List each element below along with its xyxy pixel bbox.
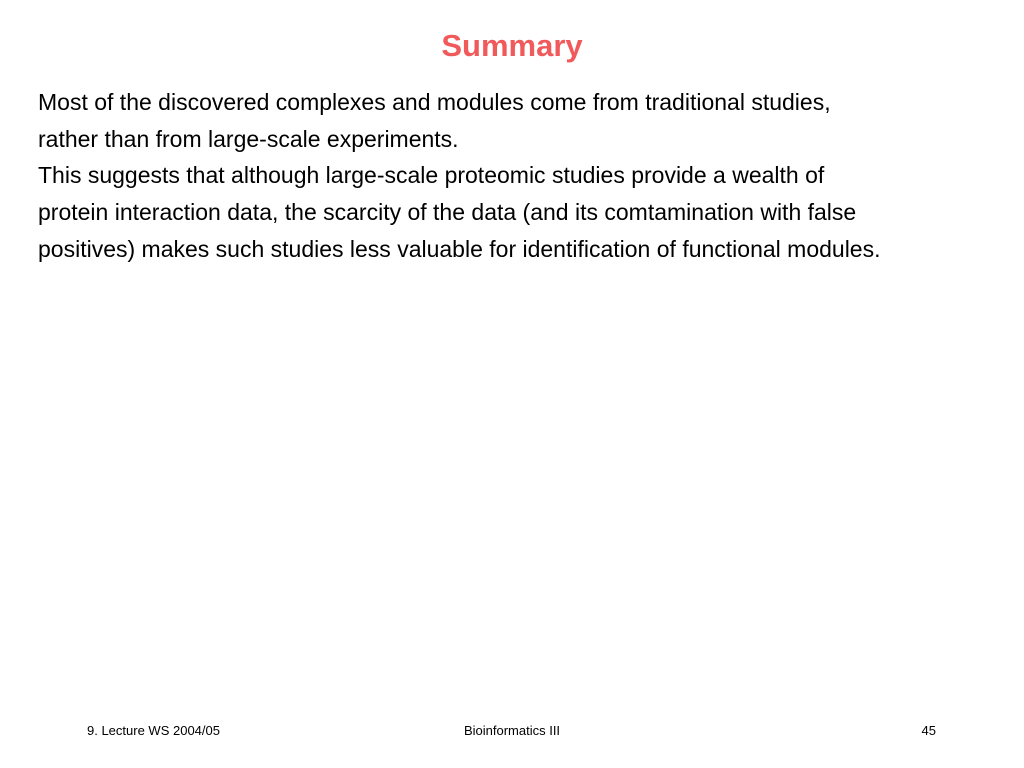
body-line: protein interaction data, the scarcity of the data (and its comtamination with false <box>38 199 857 226</box>
slide-title: Summary <box>441 28 583 63</box>
footer-course-title: Bioinformatics III <box>463 723 561 738</box>
footer-lecture-label: 9. Lecture WS 2004/05 <box>87 723 220 738</box>
body-line: This suggests that although large-scale proteomic studies provide a wealth of <box>38 162 825 189</box>
footer-page-number: 45 <box>921 723 936 738</box>
body-line: Most of the discovered complexes and modules come from traditional studies, <box>38 89 831 115</box>
body-line: positives) makes such studies less valuable for identification of functional modules. <box>38 235 881 262</box>
body-line: rather than from large-scale experiments. <box>38 125 459 152</box>
slide-body <box>38 84 998 268</box>
